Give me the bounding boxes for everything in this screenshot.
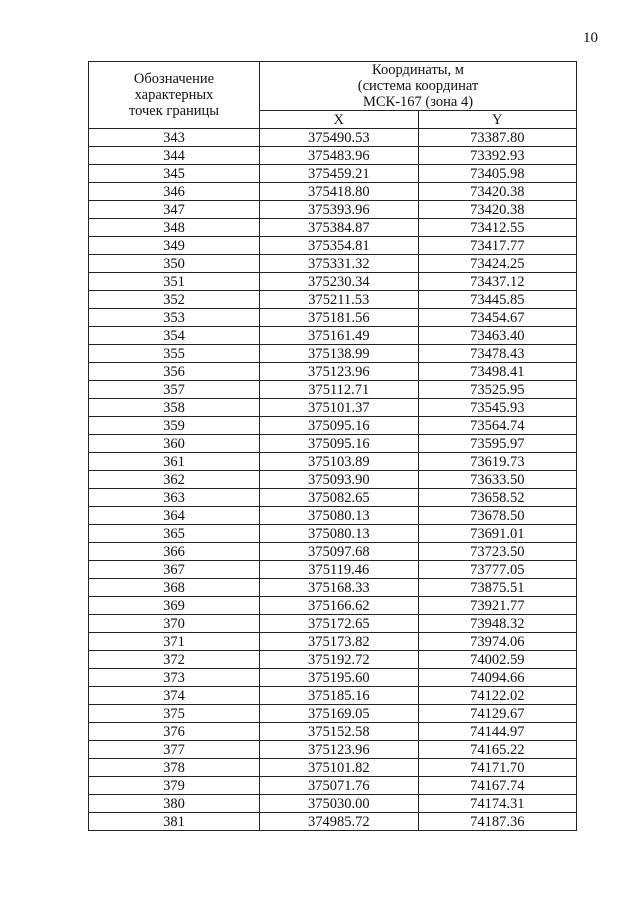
- y-coordinate-cell: 74094.66: [418, 669, 577, 687]
- point-id-cell: 370: [89, 615, 260, 633]
- y-coordinate-cell: 73463.40: [418, 327, 577, 345]
- table-row: [89, 777, 577, 795]
- point-id-cell: 345: [89, 165, 260, 183]
- y-coordinate-cell: 73619.73: [418, 453, 577, 471]
- x-coordinate-cell: 375393.96: [260, 201, 419, 219]
- table-row: [89, 687, 577, 705]
- y-coordinate-cell: 74165.22: [418, 741, 577, 759]
- x-coordinate-cell: 375082.65: [260, 489, 419, 507]
- x-coordinate-cell: 375230.34: [260, 273, 419, 291]
- table-row: [89, 345, 577, 363]
- point-id-cell: 361: [89, 453, 260, 471]
- x-coordinate-cell: 375080.13: [260, 525, 419, 543]
- point-id-cell: 376: [89, 723, 260, 741]
- x-coordinate-cell: 375095.16: [260, 435, 419, 453]
- y-coordinate-cell: 73420.38: [418, 201, 577, 219]
- x-coordinate-cell: 375483.96: [260, 147, 419, 165]
- header-x: X: [260, 111, 419, 129]
- point-id-cell: 352: [89, 291, 260, 309]
- y-coordinate-cell: 73545.93: [418, 399, 577, 417]
- x-coordinate-cell: 375384.87: [260, 219, 419, 237]
- x-coordinate-cell: 375112.71: [260, 381, 419, 399]
- y-coordinate-cell: 73974.06: [418, 633, 577, 651]
- table-row: [89, 435, 577, 453]
- table-row: [89, 417, 577, 435]
- table-row: [89, 291, 577, 309]
- x-coordinate-cell: 375195.60: [260, 669, 419, 687]
- point-id-cell: 348: [89, 219, 260, 237]
- y-coordinate-cell: 73875.51: [418, 579, 577, 597]
- x-coordinate-cell: 375331.32: [260, 255, 419, 273]
- x-coordinate-cell: 375490.53: [260, 129, 419, 147]
- table-row: [89, 381, 577, 399]
- table-row: [89, 363, 577, 381]
- header-coordinates: [260, 62, 577, 111]
- table-row: [89, 183, 577, 201]
- point-id-cell: 346: [89, 183, 260, 201]
- x-coordinate-cell: 375172.65: [260, 615, 419, 633]
- x-coordinate-cell: 375418.80: [260, 183, 419, 201]
- header-designation-line-1: Обозначение: [133, 71, 215, 87]
- point-id-cell: 363: [89, 489, 260, 507]
- table-row: [89, 507, 577, 525]
- table-row: [89, 453, 577, 471]
- x-coordinate-cell: 375459.21: [260, 165, 419, 183]
- table-body: [89, 129, 577, 831]
- table-row: [89, 237, 577, 255]
- point-id-cell: 357: [89, 381, 260, 399]
- y-coordinate-cell: 74167.74: [418, 777, 577, 795]
- point-id-cell: 374: [89, 687, 260, 705]
- table-row: [89, 579, 577, 597]
- x-coordinate-cell: 375097.68: [260, 543, 419, 561]
- x-coordinate-cell: 374985.72: [260, 813, 419, 831]
- point-id-cell: 364: [89, 507, 260, 525]
- point-id-cell: 362: [89, 471, 260, 489]
- x-coordinate-cell: 375169.05: [260, 705, 419, 723]
- y-coordinate-cell: 74171.70: [418, 759, 577, 777]
- x-coordinate-cell: 375192.72: [260, 651, 419, 669]
- x-coordinate-cell: 375095.16: [260, 417, 419, 435]
- x-coordinate-cell: 375138.99: [260, 345, 419, 363]
- table-row: [89, 543, 577, 561]
- x-coordinate-cell: 375354.81: [260, 237, 419, 255]
- y-coordinate-cell: 73437.12: [418, 273, 577, 291]
- y-coordinate-cell: 73392.93: [418, 147, 577, 165]
- header-designation-line-2: характерных: [134, 87, 214, 103]
- y-coordinate-cell: 73454.67: [418, 309, 577, 327]
- table-row: [89, 165, 577, 183]
- table-row: [89, 651, 577, 669]
- point-id-cell: 372: [89, 651, 260, 669]
- point-id-cell: 379: [89, 777, 260, 795]
- y-coordinate-cell: 73478.43: [418, 345, 577, 363]
- table-row: [89, 813, 577, 831]
- y-coordinate-cell: 73525.95: [418, 381, 577, 399]
- point-id-cell: 381: [89, 813, 260, 831]
- table-row: [89, 705, 577, 723]
- point-id-cell: 369: [89, 597, 260, 615]
- x-coordinate-cell: 375071.76: [260, 777, 419, 795]
- x-coordinate-cell: 375103.89: [260, 453, 419, 471]
- table-row: [89, 525, 577, 543]
- point-id-cell: 359: [89, 417, 260, 435]
- x-coordinate-cell: 375101.82: [260, 759, 419, 777]
- x-coordinate-cell: 375123.96: [260, 741, 419, 759]
- y-coordinate-cell: 73633.50: [418, 471, 577, 489]
- table-header: [89, 62, 577, 129]
- table-row: [89, 741, 577, 759]
- x-coordinate-cell: 375123.96: [260, 363, 419, 381]
- header-coordinates-line-3: МСК-167 (зона 4): [362, 94, 474, 110]
- y-coordinate-cell: 73412.55: [418, 219, 577, 237]
- y-coordinate-cell: 73777.05: [418, 561, 577, 579]
- point-id-cell: 350: [89, 255, 260, 273]
- table-row: [89, 309, 577, 327]
- y-coordinate-cell: 74144.97: [418, 723, 577, 741]
- y-coordinate-cell: 73723.50: [418, 543, 577, 561]
- table-row: [89, 669, 577, 687]
- x-coordinate-cell: 375211.53: [260, 291, 419, 309]
- y-coordinate-cell: 73595.97: [418, 435, 577, 453]
- y-coordinate-cell: 74122.02: [418, 687, 577, 705]
- point-id-cell: 367: [89, 561, 260, 579]
- y-coordinate-cell: 73678.50: [418, 507, 577, 525]
- header-designation: [89, 62, 260, 129]
- y-coordinate-cell: 73417.77: [418, 237, 577, 255]
- y-coordinate-cell: 74187.36: [418, 813, 577, 831]
- y-coordinate-cell: 73445.85: [418, 291, 577, 309]
- y-coordinate-cell: 73691.01: [418, 525, 577, 543]
- table-row: [89, 561, 577, 579]
- coordinates-table: [88, 61, 577, 831]
- y-coordinate-cell: 73948.32: [418, 615, 577, 633]
- point-id-cell: 371: [89, 633, 260, 651]
- x-coordinate-cell: 375030.00: [260, 795, 419, 813]
- y-coordinate-cell: 73420.38: [418, 183, 577, 201]
- header-designation-line-3: точек границы: [128, 103, 220, 119]
- x-coordinate-cell: 375181.56: [260, 309, 419, 327]
- table-row: [89, 129, 577, 147]
- x-coordinate-cell: 375173.82: [260, 633, 419, 651]
- x-coordinate-cell: 375080.13: [260, 507, 419, 525]
- y-coordinate-cell: 74002.59: [418, 651, 577, 669]
- x-coordinate-cell: 375093.90: [260, 471, 419, 489]
- y-coordinate-cell: 73405.98: [418, 165, 577, 183]
- point-id-cell: 344: [89, 147, 260, 165]
- point-id-cell: 366: [89, 543, 260, 561]
- point-id-cell: 360: [89, 435, 260, 453]
- table-row: [89, 723, 577, 741]
- x-coordinate-cell: 375152.58: [260, 723, 419, 741]
- point-id-cell: 355: [89, 345, 260, 363]
- table-row: [89, 489, 577, 507]
- point-id-cell: 343: [89, 129, 260, 147]
- point-id-cell: 356: [89, 363, 260, 381]
- y-coordinate-cell: 73921.77: [418, 597, 577, 615]
- point-id-cell: 373: [89, 669, 260, 687]
- y-coordinate-cell: 73424.25: [418, 255, 577, 273]
- table-row: [89, 759, 577, 777]
- point-id-cell: 351: [89, 273, 260, 291]
- header-y: Y: [418, 111, 577, 129]
- y-coordinate-cell: 73498.41: [418, 363, 577, 381]
- point-id-cell: 354: [89, 327, 260, 345]
- point-id-cell: 378: [89, 759, 260, 777]
- table-row: [89, 219, 577, 237]
- x-coordinate-cell: 375119.46: [260, 561, 419, 579]
- y-coordinate-cell: 73387.80: [418, 129, 577, 147]
- point-id-cell: 353: [89, 309, 260, 327]
- table-row: [89, 327, 577, 345]
- y-coordinate-cell: 73658.52: [418, 489, 577, 507]
- point-id-cell: 347: [89, 201, 260, 219]
- x-coordinate-cell: 375185.16: [260, 687, 419, 705]
- point-id-cell: 358: [89, 399, 260, 417]
- point-id-cell: 377: [89, 741, 260, 759]
- table-row: [89, 147, 577, 165]
- table-row: [89, 633, 577, 651]
- x-coordinate-cell: 375161.49: [260, 327, 419, 345]
- x-coordinate-cell: 375166.62: [260, 597, 419, 615]
- header-coordinates-line-2: (система координат: [357, 78, 479, 94]
- header-coordinates-line-1: Координаты, м: [372, 62, 464, 78]
- table-row: [89, 471, 577, 489]
- page-number: 10: [583, 30, 598, 46]
- y-coordinate-cell: 74174.31: [418, 795, 577, 813]
- table-row: [89, 273, 577, 291]
- table-row: [89, 795, 577, 813]
- table-row: [89, 597, 577, 615]
- point-id-cell: 349: [89, 237, 260, 255]
- point-id-cell: 365: [89, 525, 260, 543]
- point-id-cell: 368: [89, 579, 260, 597]
- y-coordinate-cell: 73564.74: [418, 417, 577, 435]
- point-id-cell: 375: [89, 705, 260, 723]
- table-row: [89, 615, 577, 633]
- y-coordinate-cell: 74129.67: [418, 705, 577, 723]
- x-coordinate-cell: 375168.33: [260, 579, 419, 597]
- table-row: [89, 201, 577, 219]
- table-row: [89, 255, 577, 273]
- header-row-top: [89, 62, 577, 111]
- x-coordinate-cell: 375101.37: [260, 399, 419, 417]
- table-row: [89, 399, 577, 417]
- point-id-cell: 380: [89, 795, 260, 813]
